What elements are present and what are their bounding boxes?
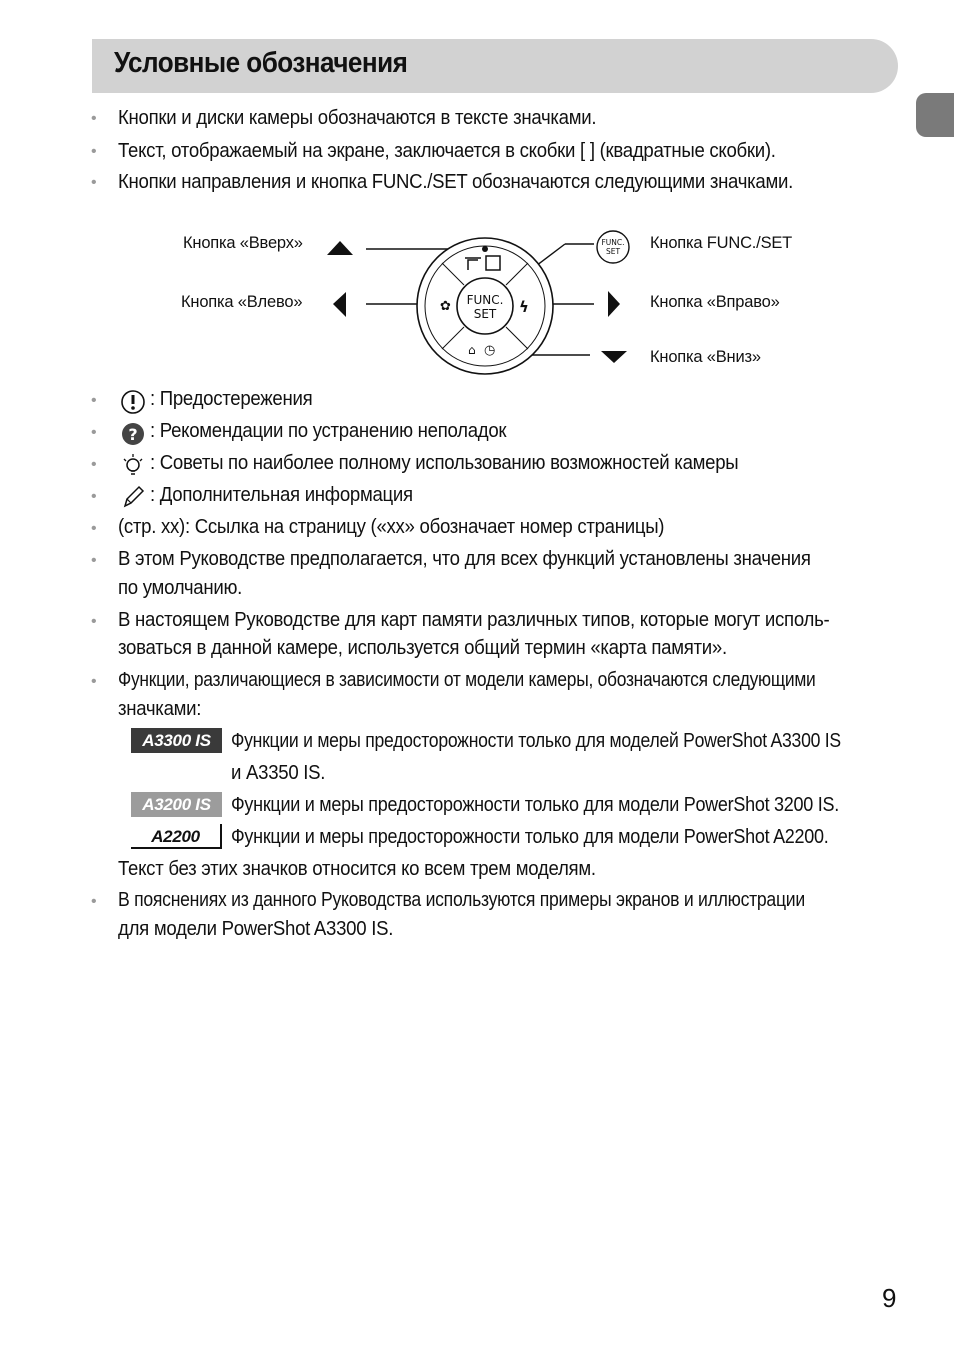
svg-text:FUNC.: FUNC. <box>601 238 625 247</box>
bullet-marker: • <box>91 424 97 441</box>
up-button-label: Кнопка «Вверх» <box>183 234 303 252</box>
intro-bullet-3: Кнопки направления и кнопка FUNC./SET обозначаются следующими значками. <box>118 171 793 193</box>
caution-icon <box>120 389 146 415</box>
memory-line-1: В настоящем Руководстве для карт памяти различных типов, которые могут исполь- <box>118 609 830 631</box>
page-number: 9 <box>882 1283 897 1313</box>
intro-bullet-2: Текст, отображаемый на экране, заключается в скобки [ ] (квадратные скобки). <box>118 140 776 162</box>
right-arrow-icon <box>608 291 620 317</box>
model-a3200-line-1: Функции и меры предосторожности только для модели PowerShot 3200 IS. <box>231 794 839 816</box>
tip-text: : Советы по наиболее полному использованию возможностей камеры <box>150 452 739 474</box>
bullet-marker: • <box>91 613 97 630</box>
troubleshooting-text: : Рекомендации по устранению неполадок <box>150 420 507 442</box>
bullet-marker: • <box>91 110 97 127</box>
delete-icon: ⌂ <box>468 343 476 357</box>
dial-center-func: FUNC. <box>466 293 504 307</box>
page-ref-text: (стр. xx): Ссылка на страницу («xx» обозначает номер страницы) <box>118 516 665 538</box>
models-line-2: значками: <box>118 698 202 720</box>
model-a3300-line-1: Функции и меры предосторожности только для моделей PowerShot A3300 IS <box>231 730 841 752</box>
func-set-button-label: Кнопка FUNC./SET <box>650 234 793 252</box>
right-button-label: Кнопка «Вправо» <box>650 293 780 311</box>
model-badge-a2200: A2200 <box>131 824 222 849</box>
down-arrow-icon <box>601 351 627 363</box>
page-title: Условные обозначения <box>114 47 408 79</box>
defaults-line-1: В этом Руководстве предполагается, что для всех функций установлены значения <box>118 548 811 570</box>
svg-text:SET: SET <box>605 247 621 256</box>
up-arrow-icon <box>327 241 353 255</box>
flash-icon: ϟ <box>519 298 529 316</box>
closing-line-1: В пояснениях из данного Руководства используются примеры экранов и иллюстрации <box>118 889 805 911</box>
title-bar <box>92 39 898 93</box>
pencil-icon <box>120 484 146 510</box>
tip-icon <box>120 452 146 478</box>
left-button-label: Кнопка «Влево» <box>181 293 303 311</box>
bullet-marker: • <box>91 488 97 505</box>
bullet-marker: • <box>91 673 97 690</box>
svg-text:?: ? <box>128 425 138 444</box>
bullet-marker: • <box>91 392 97 409</box>
intro-bullet-1: Кнопки и диски камеры обозначаются в тексте значками. <box>118 107 597 129</box>
memory-line-2: зоваться в данной камере, используется общий термин «карта памяти». <box>118 637 727 659</box>
bullet-marker: • <box>91 893 97 910</box>
model-a2200-line-1: Функции и меры предосторожности только для модели PowerShot A2200. <box>231 826 829 848</box>
bullet-marker: • <box>91 552 97 569</box>
bullet-marker: • <box>91 174 97 191</box>
model-a3300-line-2: и A3350 IS. <box>231 762 326 784</box>
bullet-marker: • <box>91 456 97 473</box>
model-badge-a3300: A3300 IS <box>131 728 222 753</box>
bullet-marker: • <box>91 520 97 537</box>
closing-line-2: для модели PowerShot A3300 IS. <box>118 918 394 940</box>
chapter-tab <box>916 93 954 137</box>
models-note: Текст без этих значков относится ко всем трем моделям. <box>118 858 596 880</box>
troubleshooting-icon <box>120 421 146 447</box>
additional-info-text: : Дополнительная информация <box>150 484 413 506</box>
self-timer-icon: ◷ <box>484 343 496 358</box>
control-dial-diagram <box>300 220 660 380</box>
models-line-1: Функции, различающиеся в зависимости от модели камеры, обозначаются следующими <box>118 669 816 691</box>
caution-text: : Предостережения <box>150 388 313 410</box>
down-button-label: Кнопка «Вниз» <box>650 348 761 366</box>
dial-center-set: SET <box>473 307 497 321</box>
left-arrow-icon <box>333 292 346 317</box>
bullet-marker: • <box>91 143 97 160</box>
model-badge-a3200: A3200 IS <box>131 792 222 817</box>
macro-icon: ✿ <box>440 299 451 314</box>
defaults-line-2: по умолчанию. <box>118 577 243 599</box>
